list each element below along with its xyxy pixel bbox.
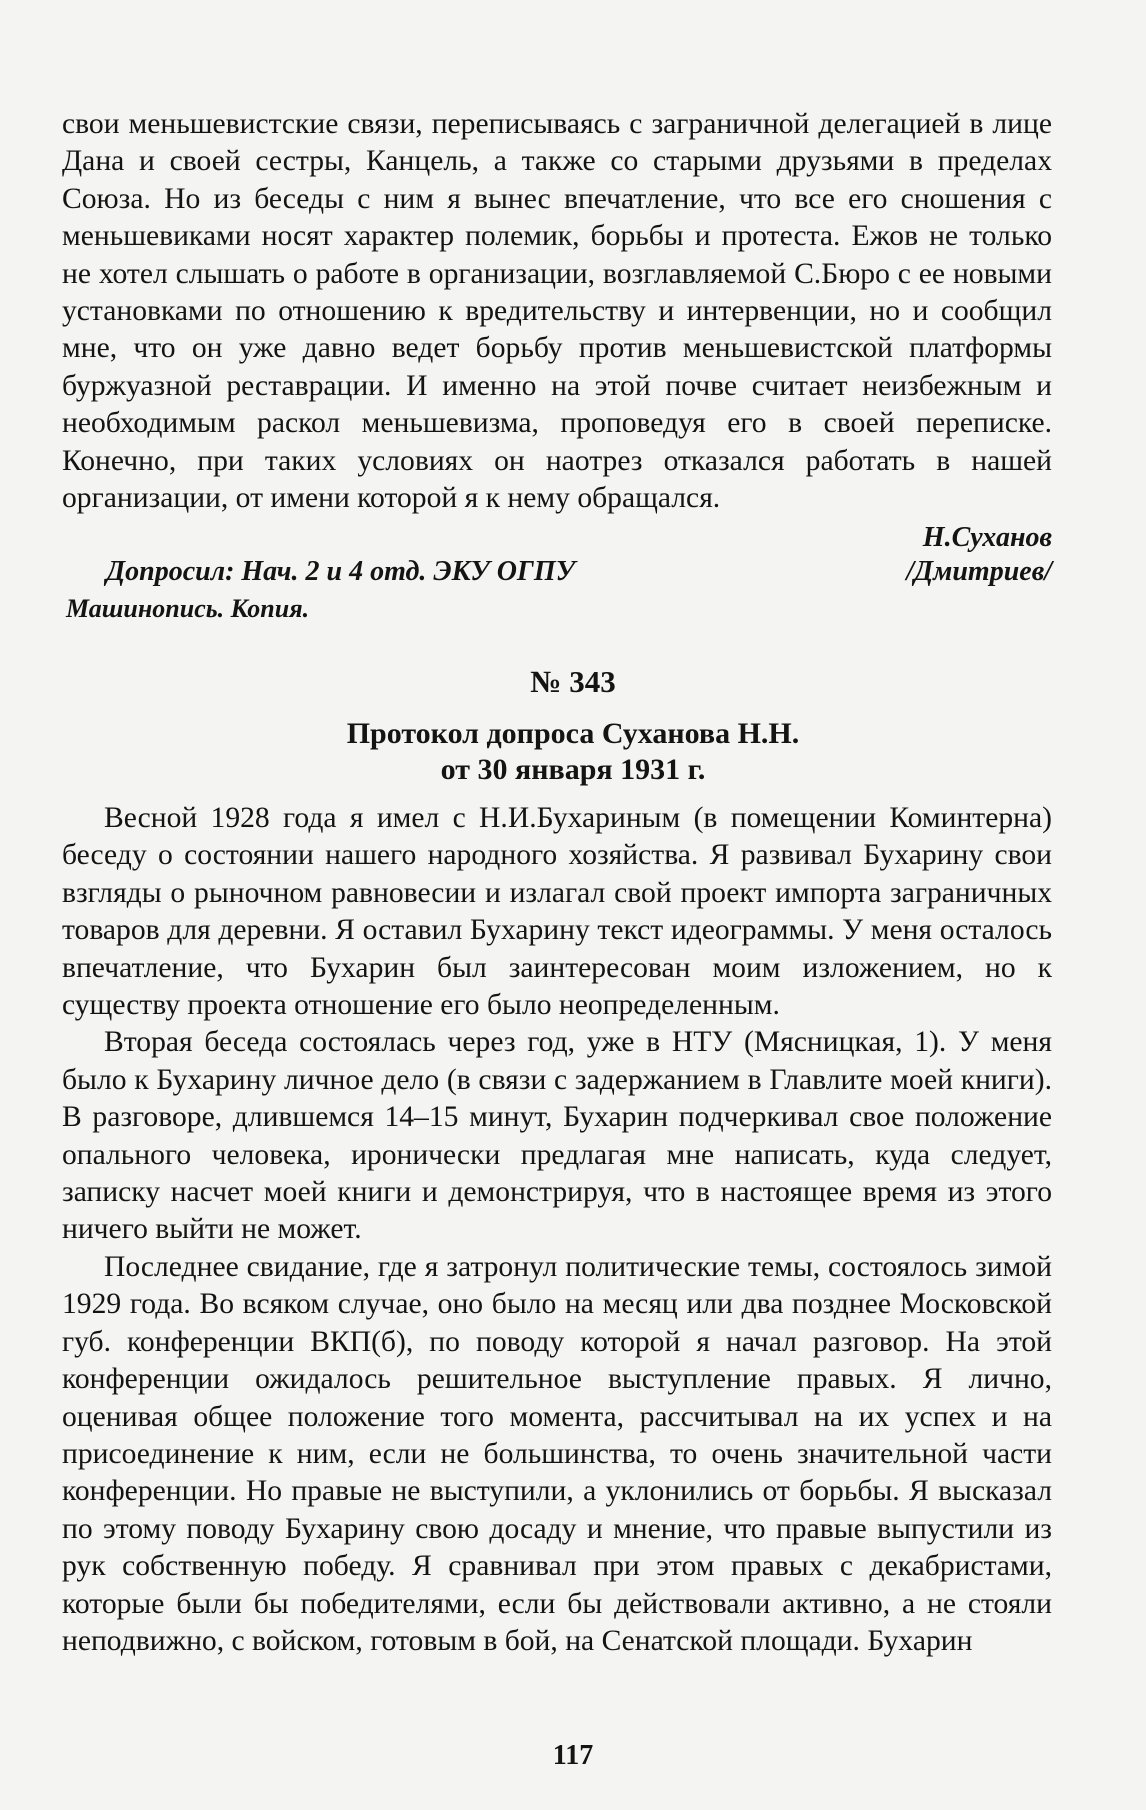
document-title-line-1: Протокол допроса Суханова Н.Н. bbox=[346, 717, 800, 750]
body-paragraph-3: Последнее свидание, где я затронул политические темы, состоялось зимой 1929 года. Во всяком случае, оно было на месяц или два позднее Московской губ. конференции ВКП(б), по поводу которой я начал разговор. На этой конференции ожидалось решительное выступление правых. Я лично, оценивая общее положение того момента, рассчитывал на их успех и на присоединение к ним, если не большинства, то очень значительной части конференции. Но правые не выступили, а уклонились от борьбы. Я высказал по этому поводу Бухарину свою досаду и мнение, что правые выпустили из рук собственную победу. Я сравнивал при этом правых с декабристами, которые были бы победителями, если бы действовали активно, а не стояли неподвижно, с войском, готовым в бой, на Сенатской площади. Бухарин bbox=[62, 1250, 1052, 1657]
signature-name: Н.Суханов bbox=[922, 522, 1052, 553]
page-number: 117 bbox=[552, 1740, 594, 1771]
document-title-line-2: от 30 января 1931 г. bbox=[440, 753, 706, 786]
interrogator-line bbox=[62, 556, 1052, 588]
document-title bbox=[0, 716, 1146, 788]
continuation-paragraph bbox=[62, 106, 1052, 517]
continuation-text: свои меньшевистские связи, переписываясь с заграничной делегацией в лице Дана и своей сестры, Канцель, а также со старыми друзьями в пределах Союза. Но из беседы с ним я вынес впечатление, что все его сношения с меньшевиками носят характер полемик, борьбы и протеста. Ежов не только не хотел слышать о работе в организации, возглавляемой С.Бюро с ее новыми установками по отношению к вредительству и интервенции, но и сообщил мне, что он уже давно ведет борьбу против меньшевистской платформы буржуазной реставрации. И именно на этой почве считает неизбежным и необходимым раскол меньшевизма, проповедуя его в своей переписке. Конечно, при таких условиях он наотрез отказался работать в нашей организации, от имени которой я к нему обращался. bbox=[62, 108, 1052, 515]
interrogator-name: /Дмитриев/ bbox=[906, 556, 1052, 587]
document-number: № 343 bbox=[530, 664, 616, 699]
body-paragraph-1: Весной 1928 года я имел с Н.И.Бухариным (в помещении Коминтерна) беседу о состоянии нашего народного хозяйства. Я развивал Бухарину свои взгляды о рыночном равновесии и излагал свой проект импорта заграничных товаров для деревни. Я оставил Бухарину текст идеограммы. У меня осталось впечатление, что Бухарин был заинтересован моим изложением, но к существу проекта отношение его было неопределенным. bbox=[62, 802, 1052, 1022]
body-paragraph-2: Вторая беседа состоялась через год, уже в НТУ (Мясницкая, 1). У меня было к Бухарину личное дело (в связи с задержанием в Главлите моей книги). В разговоре, длившемся 14–15 минут, Бухарин подчеркивал свое положение опального человека, иронически предлагая мне написать, куда следует, записку насчет моей книги и демонстрируя, что в настоящее время из этого ничего выйти не может. bbox=[62, 1026, 1052, 1246]
source-note: Машинопись. Копия. bbox=[66, 594, 310, 623]
document-body bbox=[62, 800, 1052, 1660]
interrogator-position: Допросил: Нач. 2 и 4 отд. ЭКУ ОГПУ bbox=[106, 556, 576, 587]
